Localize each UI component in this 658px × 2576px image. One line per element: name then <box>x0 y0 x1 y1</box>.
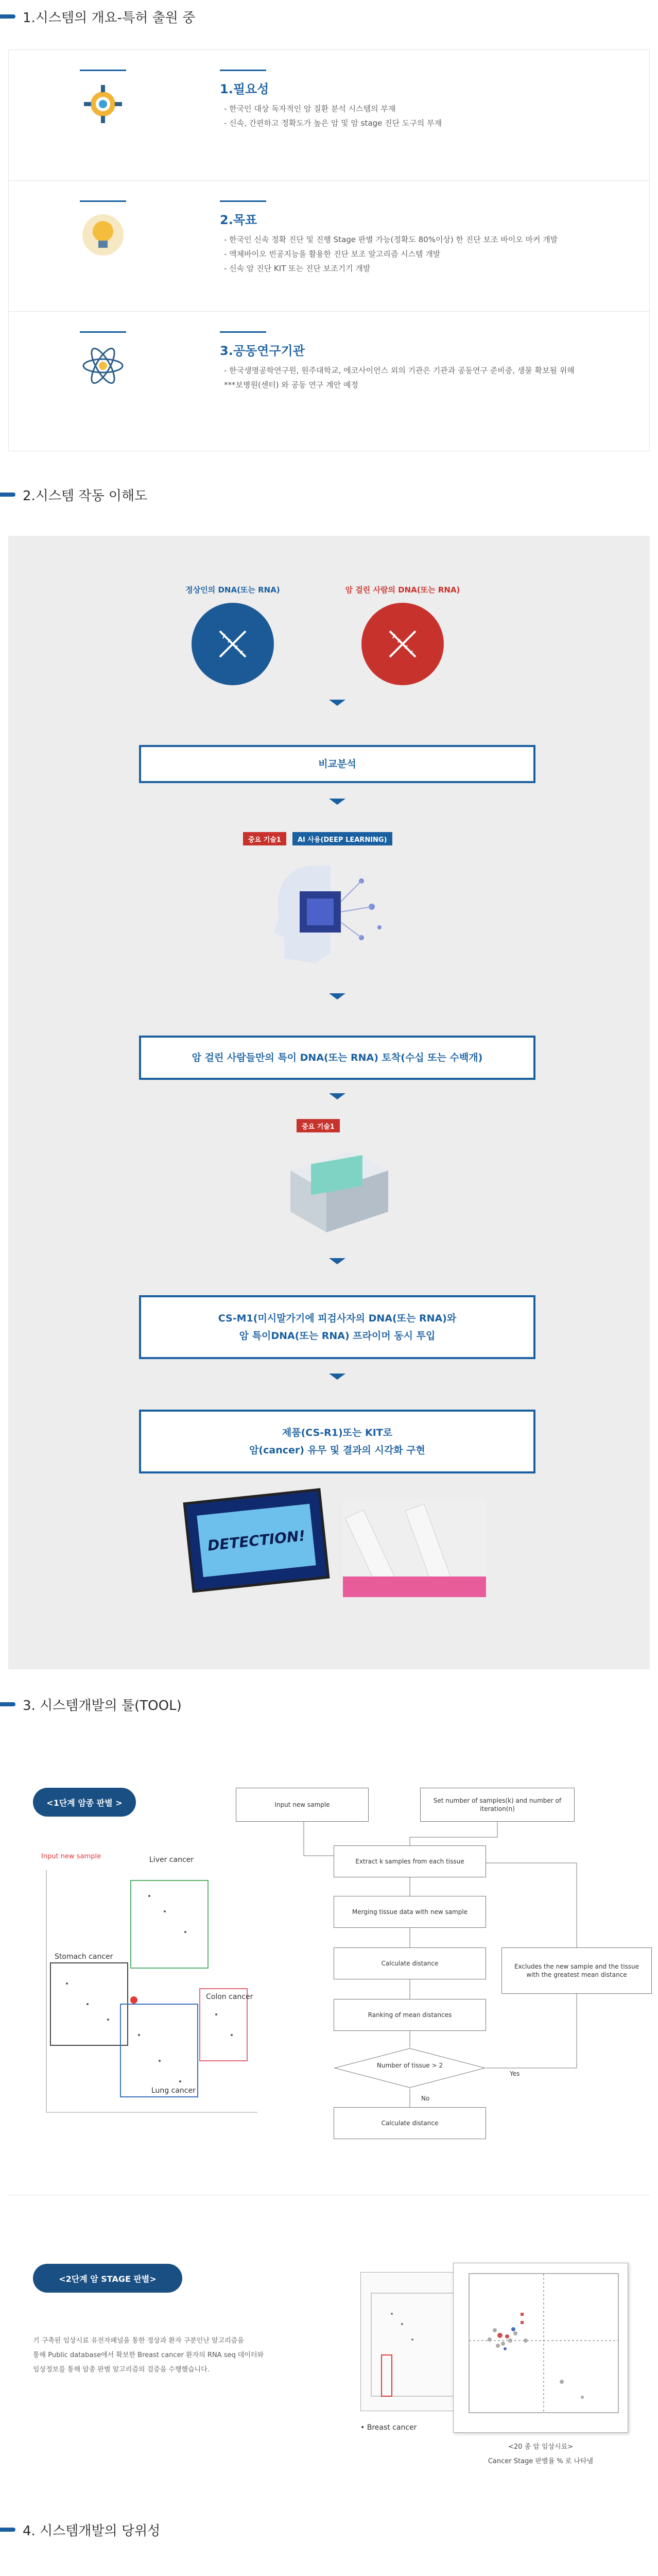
lung-label: Lung cancer <box>151 2087 196 2095</box>
section-title-overview <box>0 6 195 27</box>
overview-heading: 2.목표 <box>220 213 257 227</box>
divider-line <box>80 70 126 71</box>
overview-row-partners <box>9 312 649 452</box>
test-kit-photo <box>343 1499 486 1597</box>
overview-bullets <box>224 363 636 392</box>
dna-icon <box>379 621 426 667</box>
section-title-text: 3. 시스템개발의 툴(TOOL) <box>23 1698 182 1714</box>
node-calc: Calculate distance <box>334 1947 486 1979</box>
gear-bulb-icon <box>80 81 126 127</box>
device-illustration <box>275 1140 399 1243</box>
flow-connectors <box>299 1822 658 2110</box>
arrow-down <box>329 1374 345 1380</box>
desc-line: 통해 Public database에서 확보한 Breast cancer 환자의 RNA seq 데이터와 <box>33 2351 264 2359</box>
compare-box: 비교분석 <box>139 745 535 783</box>
product-line: 제품(CS-R1)또는 KIT로 <box>282 1427 393 1438</box>
stage-caption: <20 종 암 임상시료> <box>508 2443 574 2451</box>
overview-heading: 3.공동연구기관 <box>220 344 305 358</box>
divider-line <box>80 331 126 333</box>
label-normal-dna: 정상인의 DNA(또는 RNA) <box>185 585 280 595</box>
overview-bullets <box>224 232 636 276</box>
desc-line: 기 구축된 임상시료 유전자패널을 통한 정상과 환자 구분인난 알고리즘을 <box>33 2337 244 2345</box>
bullet: - 신속 암 진단 KIT 또는 진단 보조기기 개발 <box>224 264 371 273</box>
breast-cancer-label: • Breast cancer <box>360 2424 417 2432</box>
cs-line: 암 특이DNA(또는 RNA) 프라이머 동시 투입 <box>239 1330 436 1342</box>
no-label: No <box>421 2095 430 2102</box>
stage-caption: Cancer Stage 판별율 % 로 나타냄 <box>488 2458 594 2465</box>
arrow-down <box>329 1093 345 1099</box>
section-title-text: 4. 시스템개발의 당위성 <box>23 2523 161 2539</box>
node-input: Input new sample <box>236 1788 369 1822</box>
node-extract: Extract k samples from each tissue <box>334 1845 486 1877</box>
atom-icon <box>80 343 126 389</box>
section-marker <box>0 493 15 497</box>
arrow-down <box>329 799 345 805</box>
section-title-justification <box>0 2519 160 2540</box>
tag-ai: AI 사용(DEEP LEARNING) <box>292 832 392 845</box>
stage1-pill: <1단계 암종 판별 > <box>33 1788 136 1817</box>
bullet: - 액체바이오 빈공지능을 활용한 진단 보조 알고리즘 시스템 개발 <box>224 249 441 259</box>
tag-core-tech: 중요 기술1 <box>297 1119 340 1132</box>
section-title-flow <box>0 484 147 505</box>
dna-icon <box>210 621 256 667</box>
node-rank: Ranking of mean distances <box>334 1999 486 2031</box>
yes-label: Yes <box>510 2070 520 2077</box>
divider-line <box>80 200 126 202</box>
bullet: - 한국인 대상 독자적인 암 질환 분석 시스템의 부재 <box>224 104 396 113</box>
node-set-n: Set number of samples(k) and number of iteration(n) <box>420 1788 575 1822</box>
lightbulb-icon <box>80 212 126 258</box>
node-merge: Merging tissue data with new sample <box>334 1896 486 1928</box>
overview-row-goal <box>9 181 649 312</box>
product-box <box>139 1410 535 1473</box>
glove-pink <box>343 1577 486 1597</box>
arrow-down <box>329 700 345 706</box>
divider-line <box>220 200 266 202</box>
product-line: 암(cancer) 유무 및 결과의 시각화 구현 <box>249 1445 425 1456</box>
arrow-down <box>329 993 345 999</box>
overview-box <box>8 49 650 451</box>
ai-head-illustration <box>253 855 392 974</box>
cs-line: CS-M1(미시말가기에 피검사자의 DNA(또는 RNA)와 <box>218 1313 457 1324</box>
section-marker <box>0 2528 15 2532</box>
specific-dna-box: 암 걸린 사람들만의 특이 DNA(또는 RNA) 토착(수십 또는 수백개) <box>139 1036 535 1080</box>
divider-line <box>220 70 266 71</box>
arrow-down <box>329 1258 345 1264</box>
section-title-tool <box>0 1694 182 1715</box>
label-cancer-dna: 암 걸린 사람의 DNA(또는 RNA) <box>345 585 460 595</box>
node-decision: Number of tissue > 2 <box>376 2062 443 2069</box>
stage-chart-front-svg <box>454 2263 629 2433</box>
section-marker <box>0 14 15 19</box>
overview-row-need <box>9 50 649 181</box>
section-marker <box>0 1702 15 1706</box>
section-title-text: 2.시스템 작동 이해도 <box>23 488 148 504</box>
stage-description <box>33 2334 311 2377</box>
bullet: ***보병원(센터) 와 공동 연구 계안 예정 <box>224 380 358 389</box>
section-title-text: 1.시스템의 개요-특허 출원 중 <box>23 10 196 26</box>
colon-label: Colon cancer <box>206 1993 253 2001</box>
cs-m1-box <box>139 1295 535 1359</box>
desc-line: 임상정보를 통해 암종 판별 알고리즘의 검증을 수행했습니다. <box>33 2366 210 2374</box>
detection-screen <box>183 1488 330 1592</box>
overview-heading: 1.필요성 <box>220 82 269 96</box>
node-exclude: Excludes the new sample and the tissue with the greatest mean distance <box>501 1947 652 1994</box>
tag-core-tech: 중요 기술1 <box>243 832 286 845</box>
stage-chart-front <box>453 2263 628 2433</box>
divider-line <box>220 331 266 333</box>
stomach-label: Stomach cancer <box>55 1953 113 1961</box>
detection-text: DETECTION! <box>197 1504 316 1577</box>
normal-dna-circle <box>192 603 274 685</box>
stage2-pill: <2단계 암 STAGE 판별> <box>33 2264 182 2293</box>
cancer-dna-circle <box>361 603 444 685</box>
flow-diagram <box>8 536 650 1669</box>
bullet: - 한국인 신속 정확 진단 및 진행 Stage 판별 가능(정확도 80%이상) 한 진단 보조 바이오 마커 개발 <box>224 235 558 244</box>
node-calc-final: Calculate distance <box>334 2107 486 2139</box>
bullet: - 한국생명공학연구원, 원주대학교, 에코사이언스 외의 기관은 기관과 공동연구 준비중, 생물 확보될 위해 <box>224 366 575 375</box>
bullet: - 신속, 간편하고 정확도가 높은 암 및 암 stage 진단 도구의 부재 <box>224 118 442 128</box>
liver-label: Liver cancer <box>149 1856 194 1864</box>
overview-bullets <box>224 101 636 130</box>
scatter-input-label: Input new sample <box>41 1853 101 1860</box>
